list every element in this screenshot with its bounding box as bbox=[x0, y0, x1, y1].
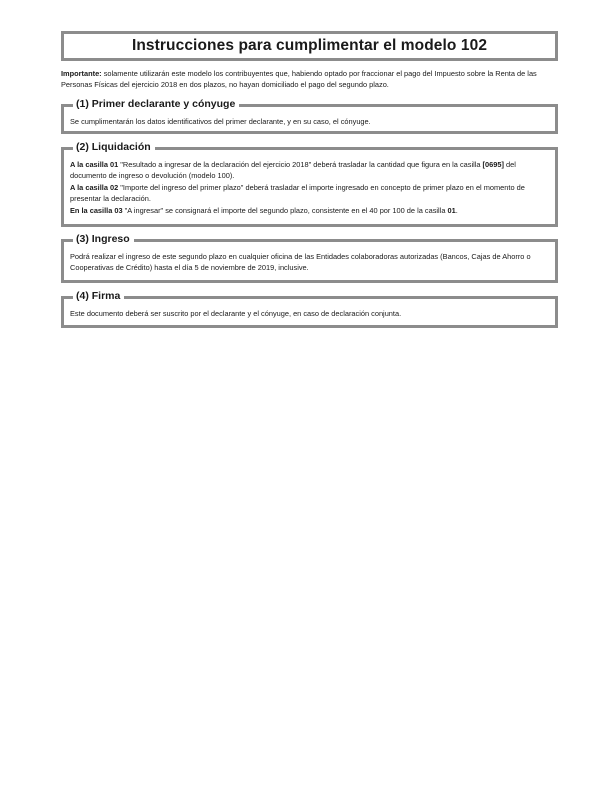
section-body bbox=[64, 242, 555, 279]
section-heading: (3) Ingreso bbox=[73, 233, 134, 246]
casilla-text: "Resultado a ingresar de la declaración del ejercicio 2018" deberá trasladar la cantidad que figura en la casilla bbox=[118, 160, 483, 169]
section-body bbox=[64, 299, 555, 326]
casilla-03-paragraph bbox=[70, 206, 549, 217]
casilla-code: [0695] bbox=[482, 160, 504, 169]
section-text: Se cumplimentarán los datos identificativos del primer declarante, y en su caso, el cónyuge. bbox=[70, 117, 371, 126]
casilla-text: del documento de ingreso o devolución (modelo 100). bbox=[70, 160, 516, 180]
section-heading: (2) Liquidación bbox=[73, 141, 155, 154]
casilla-label: En la casilla 03 bbox=[70, 206, 123, 215]
section-body bbox=[64, 150, 555, 223]
section-ingreso bbox=[61, 233, 558, 283]
casilla-text: . bbox=[455, 206, 458, 215]
section-heading: (1) Primer declarante y cónyuge bbox=[73, 98, 239, 111]
section-text: Este documento deberá ser suscrito por el declarante y el cónyuge, en caso de declaración conjunta. bbox=[70, 309, 402, 318]
intro-label: Importante: bbox=[61, 69, 102, 78]
section-firma bbox=[61, 290, 558, 328]
casilla-text: "A ingresar" se consignará el importe del segundo plazo, consistente en el 40 por 100 de la casilla bbox=[122, 206, 448, 215]
section-text: Podrá realizar el ingreso de este segundo plazo en cualquier oficina de las Entidades colaboradoras autorizadas (Bancos, Cajas de Ahorro o Cooperativas de Crédito) hasta el día 5 de noviembre de 2019, inclusive. bbox=[70, 252, 531, 272]
intro-paragraph bbox=[61, 68, 559, 90]
casilla-code: 01 bbox=[447, 206, 456, 215]
section-liquidacion bbox=[61, 141, 558, 227]
section-primer-declarante bbox=[61, 98, 558, 134]
casilla-label: A la casilla 02 bbox=[70, 183, 119, 192]
casilla-02-paragraph bbox=[70, 183, 549, 204]
casilla-text: "Importe del ingreso del primer plazo" deberá trasladar el importe ingresado en concepto de primer plazo en el momento de presentar la declaración. bbox=[70, 183, 525, 203]
casilla-01-paragraph bbox=[70, 160, 549, 181]
page-title: Instrucciones para cumplimentar el modelo 102 bbox=[131, 37, 488, 54]
title-box bbox=[61, 31, 558, 61]
intro-text: solamente utilizarán este modelo los contribuyentes que, habiendo optado por fraccionar el pago del Impuesto sobre la Renta de las Personas Físicas del ejercicio 2018 en dos plazos, no hayan domiciliado el pago del segundo plazo. bbox=[61, 69, 537, 89]
section-heading: (4) Firma bbox=[73, 290, 124, 303]
casilla-label: A la casilla 01 bbox=[70, 160, 119, 169]
